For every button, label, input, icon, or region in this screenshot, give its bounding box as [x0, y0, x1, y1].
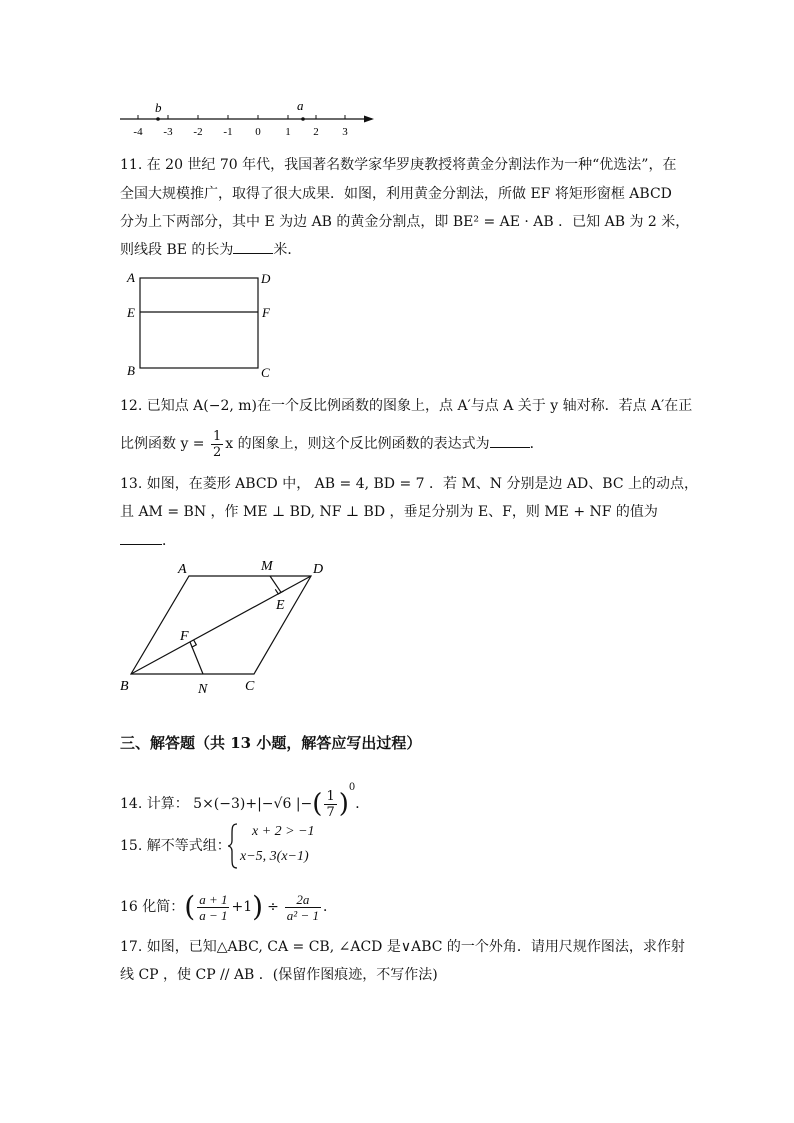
fraction-a-plus-1: [197, 892, 229, 923]
answer-blank[interactable]: [120, 532, 162, 545]
fraction-denominator: 2: [213, 444, 222, 460]
q13-line1: 13. 如图，在菱形 ABCD 中， AB = 4, BD = 7 ．若 M、N 分别是边 AD、BC 上的动点，: [120, 476, 698, 492]
q17-line1: 17. 如图，已知△ABC, CA = CB, ∠ACD 是∨ABC 的一个外角．请用尺规作图法，求作射: [120, 939, 685, 955]
label-F: F: [180, 629, 189, 644]
tick-label: 1: [285, 126, 291, 138]
point-a-label: a: [297, 98, 304, 113]
q12-line2-post: ．: [529, 436, 544, 452]
q12-line2-mid: x 的图象上，则这个反比例函数的表达式为: [225, 436, 490, 452]
label-A: A: [178, 562, 187, 577]
fraction-numerator: 2a: [285, 892, 321, 908]
rhombus-figure: [110, 555, 340, 700]
divide-sign: ÷: [267, 899, 279, 915]
fraction-one-half: [211, 429, 223, 460]
fraction-denominator: a − 1: [199, 907, 228, 923]
q13-line3-post: ．: [162, 533, 176, 549]
fraction-numerator: 1: [213, 428, 222, 444]
tick-label: -1: [223, 126, 233, 138]
q11-line2: 全国大规模推广，取得了很大成果．如图，利用黄金分割法，所做 EF 将矩形窗框 ABCD: [120, 186, 672, 202]
left-paren: (: [184, 890, 196, 923]
right-paren: ): [252, 890, 264, 923]
tick-label: -4: [133, 126, 143, 138]
q12-line2: [120, 424, 544, 464]
q14-pre: 14. 计算： 5×(−3)+|−√6 |−: [120, 796, 313, 812]
q11-line4: [120, 241, 301, 259]
answer-blank[interactable]: [490, 435, 530, 448]
fraction-numerator: a + 1: [199, 891, 228, 907]
label-M: M: [261, 559, 273, 574]
fraction-denominator: a² − 1: [286, 907, 319, 923]
tick-label: -3: [163, 126, 173, 138]
label-N: N: [198, 682, 208, 697]
label-D: D: [261, 271, 271, 286]
q11-line4-post: 米．: [273, 242, 302, 258]
number-line: [110, 96, 390, 140]
q15-row1: x + 2 > −1: [252, 824, 315, 839]
label-C: C: [261, 365, 270, 380]
q13-line3: [120, 532, 176, 550]
fraction-2a: [285, 892, 321, 923]
q11-line1: 11. 在 20 世纪 70 年代，我国著名数学家华罗庚教授将黄金分割法作为一种“优选法”，在: [120, 157, 677, 173]
point-b-label: b: [155, 100, 162, 115]
q16-pre: 16 化简：: [120, 899, 185, 915]
q13-line2: 且 AM = BN ，作 ME ⊥ BD, NF ⊥ BD ，垂足分别为 E、F，则 ME + NF 的值为: [120, 504, 658, 520]
tick-label: 2: [313, 126, 319, 138]
tick-label: 0: [255, 126, 261, 138]
section-heading: 三、解答题（共 13 小题，解答应写出过程）: [120, 734, 422, 752]
fraction-denominator: 7: [326, 804, 335, 820]
q11-line3: 分为上下两部分，其中 E 为边 AB 的黄金分割点，即 BE² = AE · AB ．已知 AB 为 2 米，: [120, 214, 690, 230]
q15-row2: x−5, 3(x−1): [240, 849, 309, 864]
label-B: B: [120, 679, 129, 694]
tick-label: 3: [342, 126, 348, 138]
q12-line2-pre: 比例函数 y =: [120, 436, 205, 452]
exponent: 0: [348, 782, 356, 793]
plus-one: +1: [231, 899, 253, 915]
label-A: A: [127, 270, 135, 285]
fraction-numerator: 1: [326, 788, 335, 804]
label-E: E: [127, 305, 135, 320]
tick-label: -2: [193, 126, 203, 138]
q14-line: [120, 768, 370, 820]
q16-post: ．: [322, 899, 337, 915]
brace-icon: [226, 822, 240, 870]
left-paren: (: [312, 789, 323, 819]
point-a-dot: [301, 117, 305, 121]
right-paren: ): [338, 789, 349, 819]
q12-line1: 12. 已知点 A(−2, m)在一个反比例函数的图象上，点 A′与点 A 关于 y 轴对称．若点 A′在正: [120, 398, 693, 414]
q11-line4-pre: 则线段 BE 的长为: [120, 242, 234, 258]
answer-blank[interactable]: [233, 241, 273, 254]
q15-pre: 15. 解不等式组：: [120, 838, 231, 854]
label-C: C: [245, 679, 255, 694]
q17-line2: 线 CP ，使 CP // AB ．(保留作图痕迹，不写作法): [120, 967, 438, 983]
label-D: D: [313, 562, 324, 577]
label-B: B: [127, 363, 135, 378]
fraction-one-seventh: [324, 789, 336, 820]
point-b-dot: [156, 117, 160, 121]
label-E: E: [276, 598, 285, 613]
label-F: F: [262, 305, 270, 320]
rectangle-figure: [120, 268, 280, 383]
q16-line: [120, 885, 337, 929]
q14-post: ．: [355, 796, 370, 812]
